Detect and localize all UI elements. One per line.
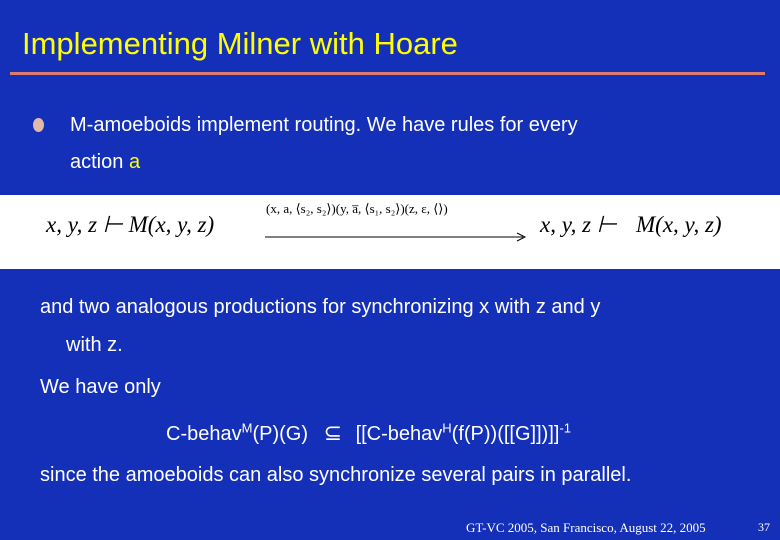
footer-venue: GT-VC 2005, San Francisco, August 22, 2005	[466, 520, 706, 535]
formula-rhs-amoeboid: M(x, y, z)	[636, 212, 722, 237]
inclusion-left-args: (P)(G)	[252, 423, 308, 445]
action-a: a	[128, 151, 141, 173]
inclusion-right: [[C-behav	[355, 423, 443, 445]
arrow-label: (x, a, ⟨s₂, s₂⟩)(y, a̅, ⟨s₁, s₂⟩)(z, ε, ⟨⟩)	[266, 201, 448, 216]
inclusion-formula	[166, 420, 571, 446]
transition-arrow	[265, 231, 529, 243]
inclusion-left: C-behav	[166, 423, 242, 445]
inclusion-left-sup: M	[241, 420, 253, 436]
subset-symbol: ⊆	[323, 420, 342, 445]
title-divider	[10, 72, 765, 75]
paragraph-we-have-only: We have only	[40, 376, 161, 398]
inclusion-right-sup: H	[442, 420, 452, 436]
formula-lhs: x, y, z ⊢ M(x, y, z)	[46, 212, 215, 237]
inclusion-right-args: (f(P))([[G]])]]	[451, 423, 560, 445]
inclusion-inverse-sup: -1	[559, 420, 571, 436]
paragraph-productions-line-2: with z.	[66, 334, 123, 356]
page-number: 37	[758, 520, 770, 534]
formula-rhs-context: x, y, z ⊢	[540, 212, 617, 237]
bullet-line-2	[70, 151, 140, 174]
bullet-line-1: M-amoeboids implement routing. We have rules for every	[70, 114, 578, 136]
formula-panel	[0, 195, 780, 269]
paragraph-parallel: since the amoeboids can also synchronize several pairs in parallel.	[40, 464, 632, 486]
bullet-line-2-text: action	[70, 151, 129, 173]
paragraph-productions-line-1: and two analogous productions for synchronizing x with z and y	[40, 296, 601, 318]
bullet-icon	[33, 118, 44, 132]
slide-title: Implementing Milner with Hoare	[22, 26, 458, 61]
